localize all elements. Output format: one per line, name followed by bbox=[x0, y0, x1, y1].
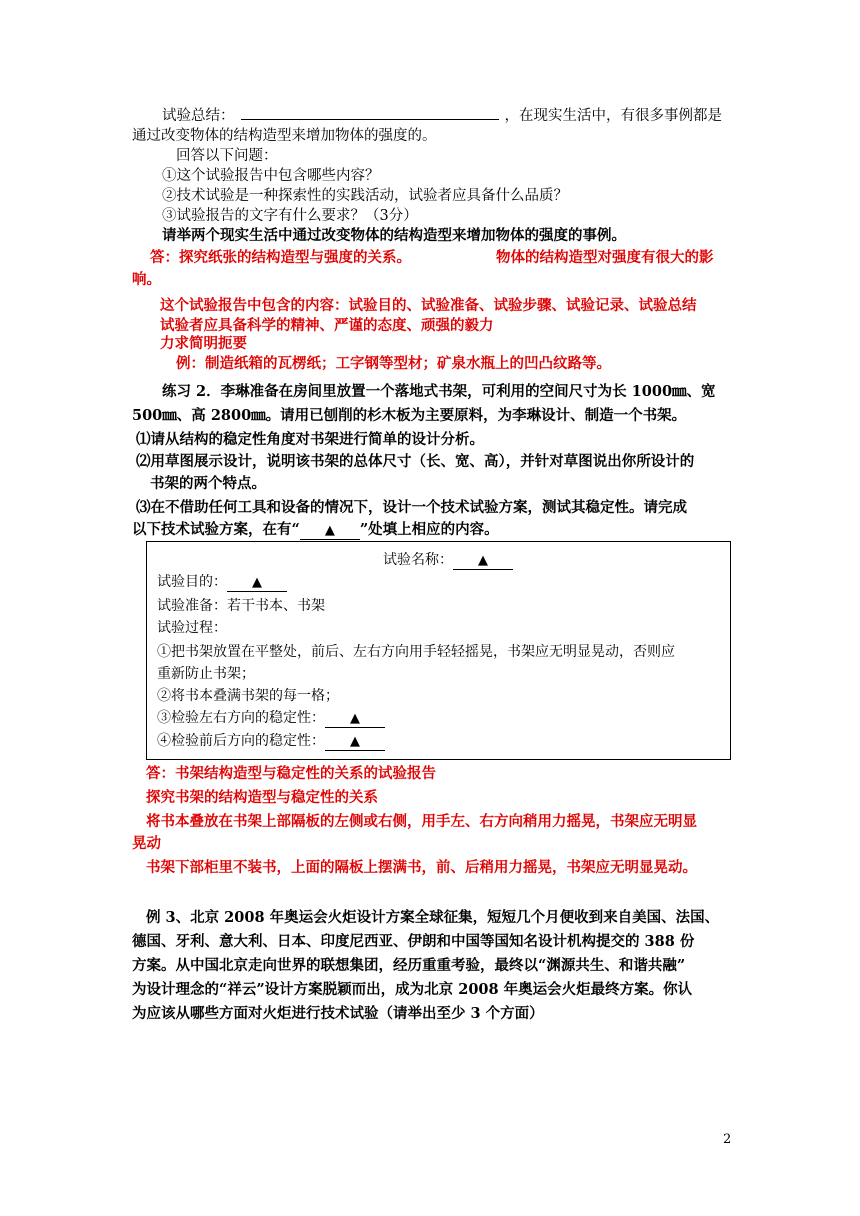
answer2-line2: 探究书架的结构造型与稳定性的关系 bbox=[146, 789, 378, 806]
exercise2-part-2a: ⑵用草图展示设计，说明该书架的总体尺寸（长、宽、高），并针对草图说出你所设计的 bbox=[136, 453, 695, 470]
example3-line3: 方案。从中国北京走向世界的联想集团，经历重重考验，最终以“渊源共生、和谐共融” bbox=[132, 957, 686, 974]
exercise2-intro-1: 练习 2．李琳准备在房间里放置一个落地式书架，可利用的空间尺寸为长 1000㎜、宽 bbox=[162, 383, 716, 400]
example3-line4: 为设计理念的“祥云”设计方案脱颖而出，成为北京 2008 年奥运会火炬最终方案。你认 bbox=[132, 981, 693, 998]
plan-title-label: 试验名称： bbox=[383, 552, 453, 568]
plan-step-3-label: ③检验左右方向的稳定性： bbox=[157, 710, 325, 726]
part-3b-prefix: 以下技术试验方案，在有“ bbox=[132, 521, 300, 538]
plan-step-4-label: ④检验前后方向的稳定性： bbox=[157, 733, 325, 749]
question-3: ③试验报告的文字有什么要求？（3分） bbox=[162, 208, 418, 224]
triangle-marker-icon: ▲ bbox=[453, 553, 513, 570]
answer1-line1-right: 物体的结构造型对强度有很大的影 bbox=[496, 249, 714, 266]
plan-preparation: 试验准备：若干书本、书架 bbox=[157, 598, 325, 614]
question-4: 请举两个现实生活中通过改变物体的结构造型来增加物体的强度的事例。 bbox=[162, 227, 626, 244]
plan-purpose-label: 试验目的： bbox=[157, 574, 227, 590]
plan-purpose bbox=[157, 572, 287, 592]
part-3b-suffix: ”处填上相应的内容。 bbox=[359, 521, 499, 538]
triangle-marker-icon: ▲ bbox=[227, 575, 287, 592]
plan-process-label: 试验过程： bbox=[157, 620, 227, 636]
answer2-line3a: 将书本叠放在书架上部隔板的左侧或右侧，用手左、右方向稍用力摇晃，书架应无明显 bbox=[146, 813, 697, 830]
answer2-line3b: 晃动 bbox=[132, 835, 161, 852]
triangle-marker-icon: ▲ bbox=[325, 711, 385, 728]
example3-line5: 为应该从哪些方面对火炬进行技术试验（请举出至少 3 个方面） bbox=[132, 1005, 544, 1022]
triangle-marker-icon: ▲ bbox=[300, 523, 360, 540]
exercise2-part-3a: ⑶在不借助任何工具和设备的情况下，设计一个技术试验方案，测试其稳定性。请完成 bbox=[136, 499, 687, 516]
answer1-line1-cont: 响。 bbox=[132, 271, 161, 288]
example3-line1: 例 3、北京 2008 年奥运会火炬设计方案全球征集，短短几个月便收到来自美国、法国、 bbox=[146, 909, 720, 926]
summary-blank bbox=[241, 104, 499, 120]
answer2-line4: 书架下部柜里不装书，上面的隔板上摆满书，前、后稍用力摇晃，书架应无明显晃动。 bbox=[146, 859, 697, 876]
exercise2-part-3b bbox=[132, 520, 499, 540]
answer1-line5: 例：制造纸箱的瓦楞纸；工字钢等型材；矿泉水瓶上的凹凸纹路等。 bbox=[176, 355, 611, 372]
summary-line bbox=[162, 104, 722, 126]
exercise2-intro-2: 500㎜、高 2800㎜。请用已刨削的杉木板为主要原料，为李琳设计、制造一个书架。 bbox=[132, 407, 687, 424]
plan-title bbox=[383, 550, 513, 570]
question-2: ②技术试验是一种探索性的实践活动，试验者应具备什么品质？ bbox=[162, 188, 568, 204]
answer2-line1: 答：书架结构造型与稳定性的关系的试验报告 bbox=[146, 765, 436, 782]
summary-prefix: 试验总结： bbox=[162, 108, 235, 124]
triangle-marker-icon: ▲ bbox=[325, 734, 385, 751]
answer1-line2: 这个试验报告中包含的内容：试验目的、试验准备、试验步骤、试验记录、试验总结 bbox=[160, 297, 697, 314]
page-number: 2 bbox=[723, 1132, 732, 1147]
summary-suffix: ，在现实生活中，有很多事例都是 bbox=[504, 108, 722, 124]
summary-line-2: 通过改变物体的结构造型来增加物体的强度的。 bbox=[132, 128, 437, 144]
answer1-line1-left: 答：探究纸张的结构造型与强度的关系。 bbox=[150, 249, 411, 266]
answer1-line3: 试验者应具备科学的精神、严谨的态度、顽强的毅力 bbox=[160, 317, 494, 334]
answer1-line4: 力求简明扼要 bbox=[160, 335, 247, 352]
plan-step-4 bbox=[157, 731, 385, 751]
exercise2-part-1: ⑴请从结构的稳定性角度对书架进行简单的设计分析。 bbox=[136, 431, 484, 448]
example3-line2: 德国、牙利、意大利、日本、印度尼西亚、伊朗和中国等国知名设计机构提交的 388 份 bbox=[132, 933, 695, 950]
test-plan-box bbox=[146, 541, 731, 760]
plan-step-2: ②将书本叠满书架的每一格； bbox=[157, 688, 339, 704]
answer-intro: 回答以下问题： bbox=[176, 148, 278, 164]
plan-step-3 bbox=[157, 708, 385, 728]
plan-step-1a: ①把书架放置在平整处，前后、左右方向用手轻轻摇晃，书架应无明显晃动，否则应 bbox=[157, 644, 675, 660]
exercise2-part-2b: 书架的两个特点。 bbox=[150, 475, 266, 492]
plan-step-1b: 重新防止书架； bbox=[157, 666, 255, 682]
question-1: ①这个试验报告中包含哪些内容？ bbox=[162, 168, 380, 184]
